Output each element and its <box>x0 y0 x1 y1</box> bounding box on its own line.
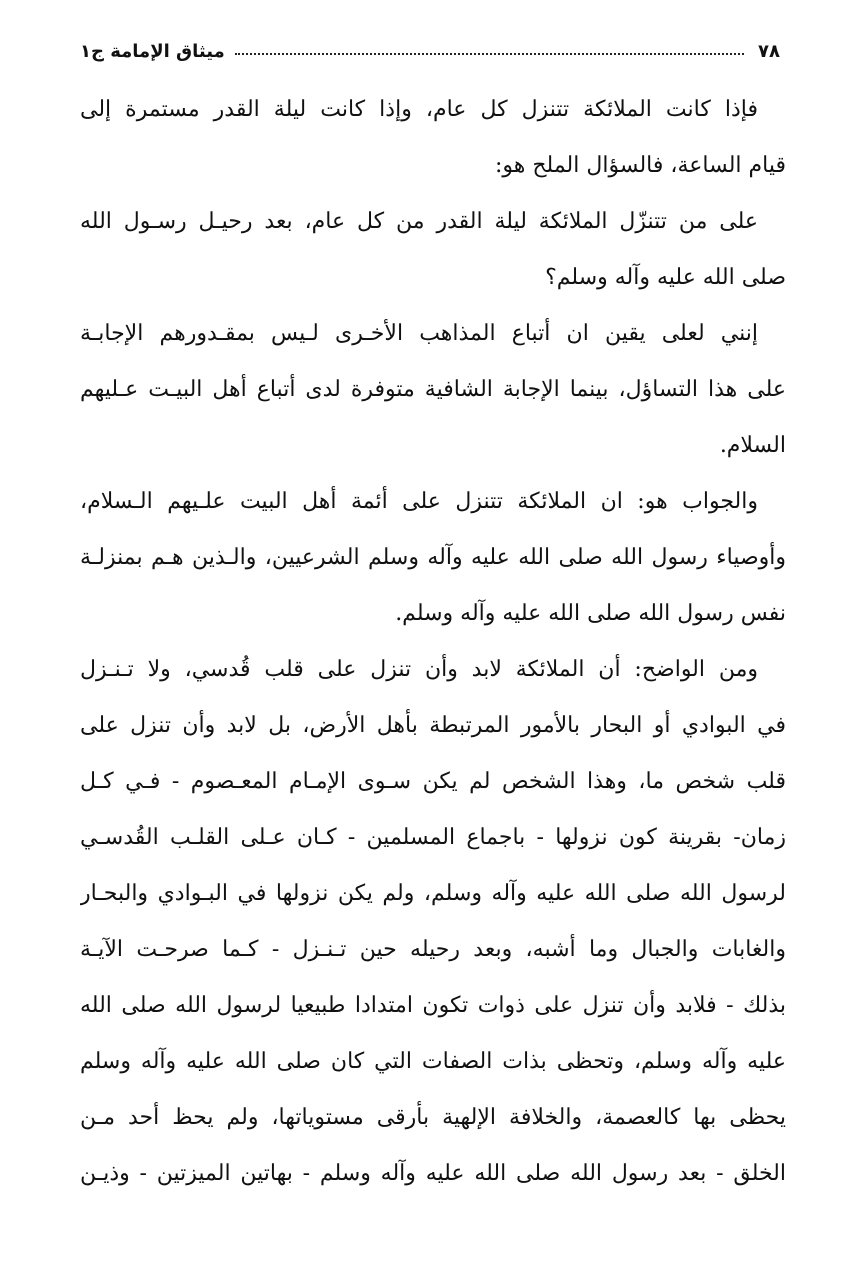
running-title: ميثاق الإمامة ج١ <box>80 41 225 62</box>
text-line: السلام. <box>719 433 786 458</box>
header-leader-dots <box>235 53 744 55</box>
page-header <box>80 30 780 62</box>
text-line: فإذا كانت الملائكة تتنزل كل عام، وإذا كانت ليلة القدر مستمرة إلى <box>80 97 758 122</box>
text-line: والغابات والجبال وما أشبه، وبعد رحيله حين تـنـزل - كـما صرحـت الآيـة <box>80 937 786 962</box>
paragraph <box>80 642 786 1202</box>
text-line: زمان- بقرينة كون نزولها - باجماع المسلمين - كـان عـلى القلـب القُدسـي <box>80 825 786 850</box>
text-line: بذلك - فلابد وأن تنزل على ذوات تكون امتدادا طبيعيا لرسول الله صلى الله <box>80 993 786 1018</box>
text-line: على من تتنزّل الملائكة ليلة القدر من كل عام، بعد رحيـل رسـول الله <box>80 209 758 234</box>
text-line: لرسول الله صلى الله عليه وآله وسلم، ولم يكن نزولها في البـوادي والبحـار <box>80 881 786 906</box>
page-number: ٧٨ <box>758 41 780 62</box>
text-line: قيام الساعة، فالسؤال الملح هو: <box>494 153 786 178</box>
paragraph <box>80 474 786 642</box>
text-line: قلب شخص ما، وهذا الشخص لم يكن سـوى الإمـام المعـصوم - فـي كـل <box>80 769 786 794</box>
text-line: إنني لعلى يقين ان أتباع المذاهب الأخـرى لـيس بمقـدورهم الإجابـة <box>80 321 758 346</box>
text-line: الخلق - بعد رسول الله صلى الله عليه وآله وسلم - بهاتين الميزتين - وذيـن <box>80 1161 786 1186</box>
paragraph <box>80 82 786 194</box>
text-line: عليه وآله وسلم، وتحظى بذات الصفات التي كان صلى الله عليه وآله وسلم <box>80 1049 786 1074</box>
paragraph <box>80 306 786 474</box>
paragraph <box>80 194 786 306</box>
text-line: نفس رسول الله صلى الله عليه وآله وسلم. <box>395 601 786 626</box>
text-line: يحظى بها كالعصمة، والخلافة الإلهية بأرقى مستوياتها، ولم يحظ أحد مـن <box>80 1105 786 1130</box>
text-line: صلى الله عليه وآله وسلم؟ <box>545 265 786 290</box>
text-line: على هذا التساؤل، بينما الإجابة الشافية متوفرة لدى أتباع أهل البيـت عـليهم <box>80 377 786 402</box>
body-text <box>80 82 786 1202</box>
text-line: في البوادي أو البحار بالأمور المرتبطة بأهل الأرض، بل لابد وأن تنزل على <box>80 713 786 738</box>
text-line: وأوصياء رسول الله صلى الله عليه وآله وسلم الشرعيين، والـذين هـم بمنزلـة <box>80 545 786 570</box>
text-line: ومن الواضح: أن الملائكة لابد وأن تنزل على قلب قُدسي، ولا تـنـزل <box>80 657 758 682</box>
text-line: والجواب هو: ان الملائكة تتنزل على أئمة أهل البيت علـيهم الـسلام، <box>80 489 758 514</box>
